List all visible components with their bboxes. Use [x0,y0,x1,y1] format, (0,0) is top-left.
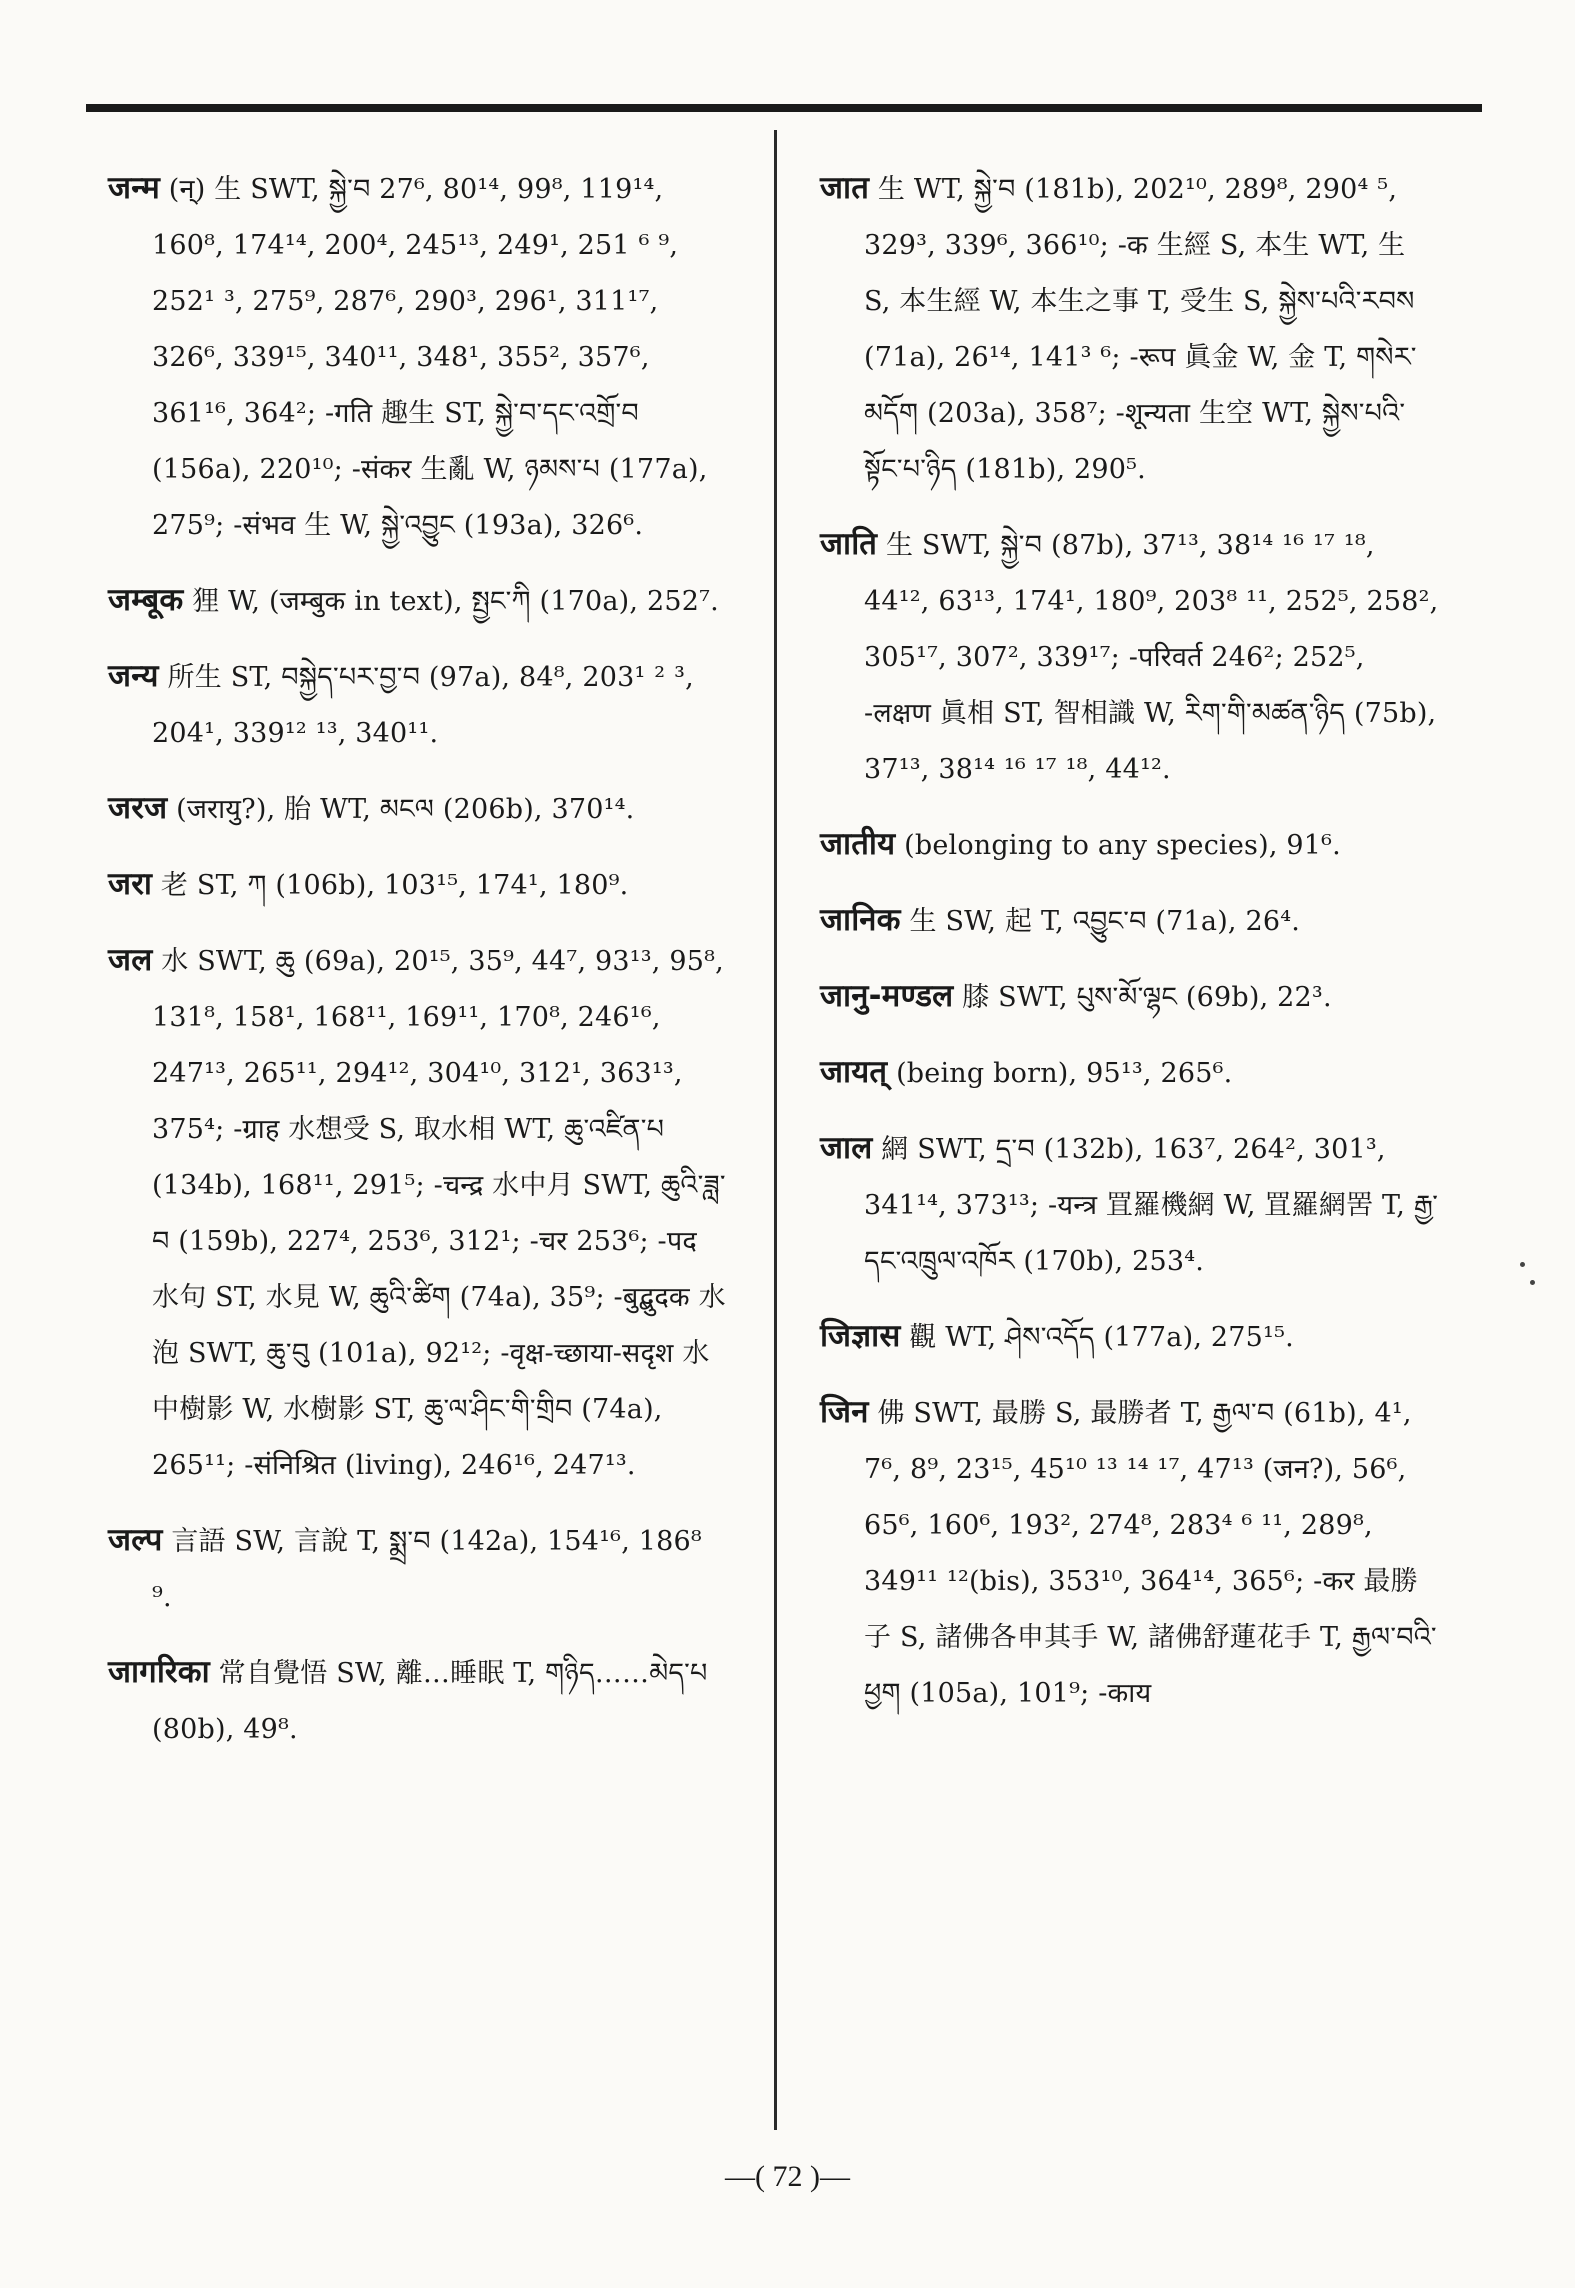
dictionary-entry [820,160,1440,498]
entry-headword: जानिक [820,902,901,938]
entry-headword: जागरिका [108,1654,210,1690]
dictionary-entry [820,516,1440,798]
dictionary-entry [108,1512,728,1626]
dictionary-entry [108,780,728,838]
entry-body: 老 ST, ཀ (106b), 103¹⁵, 174¹, 180⁹. [160,870,629,901]
entry-body: (जरायु?), 胎 WT, མངལ (206b), 370¹⁴. [176,794,635,825]
dictionary-entry [108,932,728,1494]
entry-body: 膝 SWT, པུས་མོ་ལྷང (69b), 22³. [962,982,1332,1013]
entry-body: 常自覺悟 SW, 離…睡眠 T, གཉིད……མེད་པ (80b), 49⁸. [152,1658,708,1745]
entry-body: 觀 WT, ཤེས་འདོད (177a), 275¹⁵. [909,1322,1294,1353]
entry-body: (न्) 生 SWT, སྐྱེ་བ 27⁶, 80¹⁴, 99⁸, 119¹⁴, 160⁸, 174¹⁴, 200⁴, 245¹³, 249¹, 251 ⁶ ⁹, 252¹ ³, 275⁹, 287⁶, 290³, 296¹, 311¹⁷, 326⁶, 339¹⁵, 340¹¹, 348¹, 355², 357⁶, 361¹⁶, 364²; -गति 趣生 ST, སྐྱེ་བ་དང་འགྲོ་བ (156a), 220¹⁰; -संकर 生亂 W, ཉམས་པ (177a), 275⁹; -संभव 生 W, སྐྱེ་འབྱུང (193a), 326⁶. [152,174,708,541]
entry-body: 言語 SW, 言說 T, སྨྲ་བ (142a), 154¹⁶, 186⁸ ⁹. [152,1526,702,1613]
speck [1520,1262,1525,1267]
page-number: —( 72 )— [725,2160,850,2193]
dictionary-entry [108,1644,728,1758]
entry-body: (belonging to any species), 91⁶. [904,830,1341,861]
entry-headword: जायत् [820,1054,888,1090]
entry-body: 生 WT, སྐྱེ་བ (181b), 202¹⁰, 289⁸, 290⁴ ⁵, 329³, 339⁶, 366¹⁰; -क 生經 S, 本生 WT, 生 S, 本生經 W, 本生之事 T, 受生 S, སྐྱེས་པའི་རབས (71a), 26¹⁴, 141³ ⁶; -रूप 眞金 W, 金 T, གསེར་མདོག (203a), 358⁷; -शून्यता 生空 WT, སྐྱེས་པའི་སྟོང་པ་ཉིད (181b), 290⁵. [864,174,1417,485]
entry-body: (being born), 95¹³, 265⁶. [896,1058,1233,1089]
entry-headword: जाति [820,526,878,562]
entry-headword: जिज्ञास [820,1318,901,1354]
entry-headword: जन्य [108,658,159,694]
entry-headword: जल्प [108,1522,163,1558]
dictionary-entry [820,968,1440,1026]
entry-headword: जन्म [108,170,160,206]
dictionary-entry [820,816,1440,874]
left-column [108,160,728,1776]
top-rule [86,104,1482,112]
dictionary-entry [108,572,728,630]
dictionary-entry [820,1044,1440,1102]
entry-headword: जल [108,942,153,978]
entry-body: 狸 W, (जम्बुक in text), སྤྱང་ཀི (170a), 252⁷. [192,586,719,617]
entry-headword: जरा [108,866,153,902]
entry-body: 水 SWT, ཆུ (69a), 20¹⁵, 35⁹, 44⁷, 93¹³, 95⁸, 131⁸, 158¹, 168¹¹, 169¹¹, 170⁸, 246¹⁶, 247¹³, 265¹¹, 294¹², 304¹⁰, 312¹, 363¹³, 375⁴; -ग्राह 水想受 S, 取水相 WT, ཆུ་འཛིན་པ (134b), 168¹¹, 291⁵; -चन्द्र 水中月 SWT, ཆུའི་ཟླ་བ (159b), 227⁴, 253⁶, 312¹; -चर 253⁶; -पद 水句 ST, 水見 W, ཆུའི་ཚིག (74a), 35⁹; -बुद्बुदक 水泡 SWT, ཆུ་བུ (101a), 92¹²; -वृक्ष-च्छाया-सदृश 水中樹影 W, 水樹影 ST, ཆུ་ལ་ཤིང་གི་གྲིབ (74a), 265¹¹; -संनिश्रित (living), 246¹⁶, 247¹³. [152,946,726,1481]
entry-body: 佛 SWT, 最勝 S, 最勝者 T, རྒྱལ་བ (61b), 4¹, 7⁶, 8⁹, 23¹⁵, 45¹⁰ ¹³ ¹⁴ ¹⁷, 47¹³ (जन?), 56⁶, 65⁶, 160⁶, 193², 274⁸, 283⁴ ⁶ ¹¹, 289⁸, 349¹¹ ¹²(bis), 353¹⁰, 364¹⁴, 365⁶; -कर 最勝子 S, 諸佛各申其手 W, 諸佛舒蓮花手 T, རྒྱལ་བའི་ཕྱག (105a), 101⁹; -काय [864,1398,1437,1709]
entry-headword: जरज [108,790,168,826]
entry-body: 所生 ST, བསྐྱེད་པར་བྱ་བ (97a), 84⁸, 203¹ ² ³, 204¹, 339¹² ¹³, 340¹¹. [152,662,694,749]
column-divider [774,130,777,2130]
entry-body: 網 SWT, དྲ་བ (132b), 163⁷, 264², 301³, 341¹⁴, 373¹³; -यन्त्र 罝羅機網 W, 罝羅網罟 T, རྒྱ་དང་འཁྲུལ་འཁོར (170b), 253⁴. [864,1134,1439,1277]
dictionary-entry [820,1308,1440,1366]
entry-headword: जम्बूक [108,582,184,618]
entry-body: 生 SWT, སྐྱེ་བ (87b), 37¹³, 38¹⁴ ¹⁶ ¹⁷ ¹⁸, 44¹², 63¹³, 174¹, 180⁹, 203⁸ ¹¹, 252⁵, 258², 305¹⁷, 307², 339¹⁷; -परिवर्त 246²; 252⁵, -लक्षण 眞相 ST, 智相識 W, རིག་གི་མཚན་ཉིད (75b), 37¹³, 38¹⁴ ¹⁶ ¹⁷ ¹⁸, 44¹². [864,530,1439,785]
dictionary-entry [108,160,728,554]
entry-headword: जानु-मण्डल [820,978,954,1014]
dictionary-entry [820,892,1440,950]
entry-headword: जातीय [820,826,896,862]
dictionary-entry [108,856,728,914]
entry-headword: जात [820,170,870,206]
entry-headword: जाल [820,1130,873,1166]
dictionary-entry [108,648,728,762]
entry-headword: जिन [820,1394,869,1430]
speck [1530,1280,1535,1285]
right-column [820,160,1440,1740]
dictionary-entry [820,1120,1440,1290]
dictionary-entry [820,1384,1440,1722]
entry-body: 生 SW, 起 T, འབྱུང་བ (71a), 26⁴. [909,906,1301,937]
